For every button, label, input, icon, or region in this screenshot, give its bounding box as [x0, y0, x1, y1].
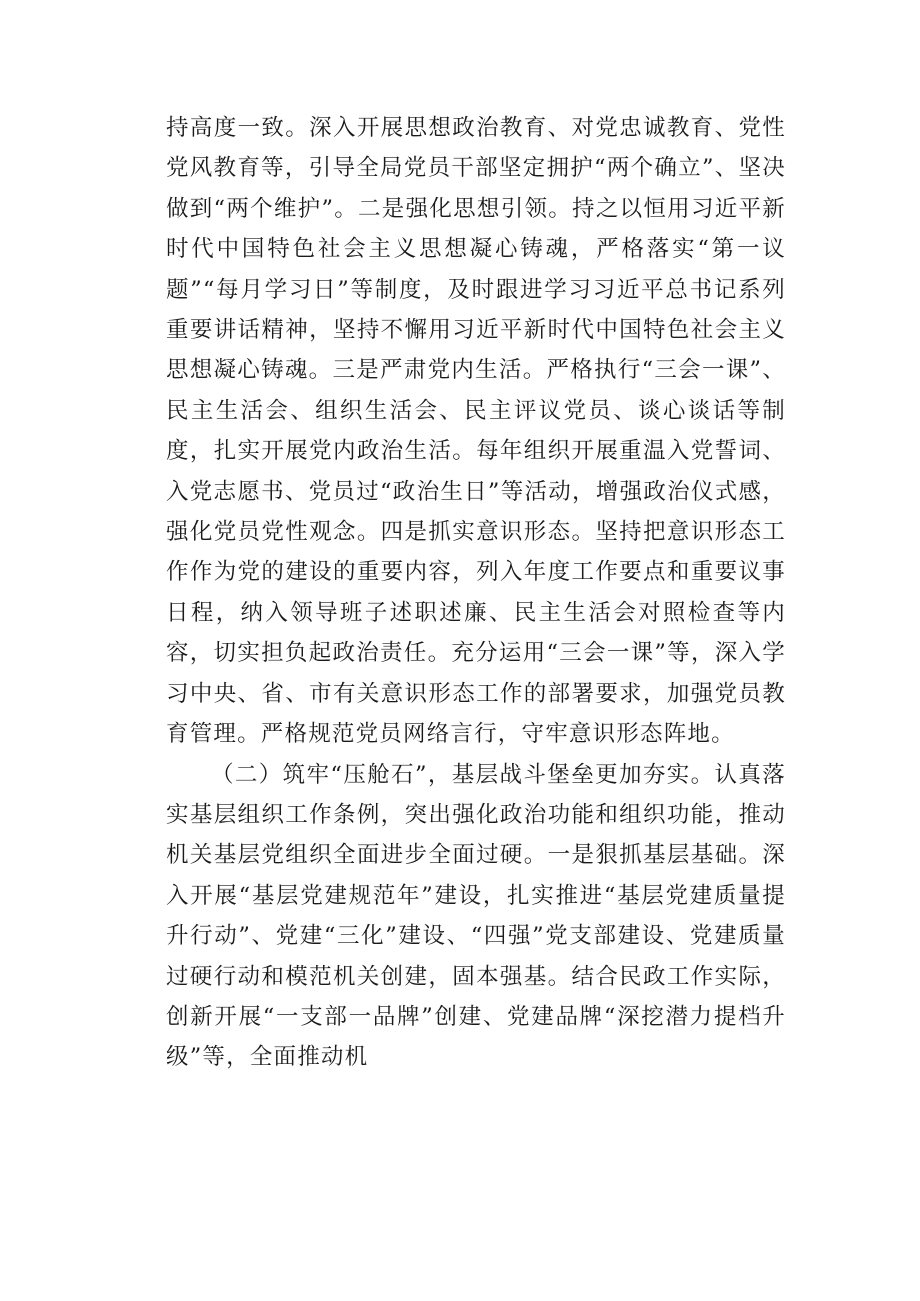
document-body	[166, 108, 786, 1078]
paragraph-2-section-heading: （二）筑牢“压舱石”，基层战斗堡垒更加夯实。认真落实基层组织工作条例，突出强化政治功能和组织功能，推动机关基层党组织全面进步全面过硬。一是狠抓基层基础。深入开展“基层党建规范年”建设，扎实推进“基层党建质量提升行动”、党建“三化”建设、“四强”党支部建设、党建质量过硬行动和模范机关创建，固本强基。结合民政工作实际，创新开展“一支部一品牌”创建、党建品牌“深挖潜力提档升级”等，全面推动机	[166, 761, 786, 1071]
paragraph-1: 持高度一致。深入开展思想政治教育、对党忠诚教育、党性党风教育等，引导全局党员干部坚定拥护“两个确立”、坚决做到“两个维护”。二是强化思想引领。持之以恒用习近平新时代中国特色社会主义思想凝心铸魂，严格落实“第一议题”“每月学习日”等制度，及时跟进学习习近平总书记系列重要讲话精神，坚持不懈用习近平新时代中国特色社会主义思想凝心铸魂。三是严肃党内生活。严格执行“三会一课”、民主生活会、组织生活会、民主评议党员、谈心谈话等制度，扎实开展党内政治生活。每年组织开展重温入党誓词、入党志愿书、党员过“政治生日”等活动，增强政治仪式感，强化党员党性观念。四是抓实意识形态。坚持把意识形态工作作为党的建设的重要内容，列入年度工作要点和重要议事日程，纳入领导班子述职述廉、民主生活会对照检查等内容，切实担负起政治责任。充分运用“三会一课”等，深入学习中央、省、市有关意识形态工作的部署要求，加强党员教育管理。严格规范党员网络言行，守牢意识形态阵地。	[166, 115, 786, 748]
